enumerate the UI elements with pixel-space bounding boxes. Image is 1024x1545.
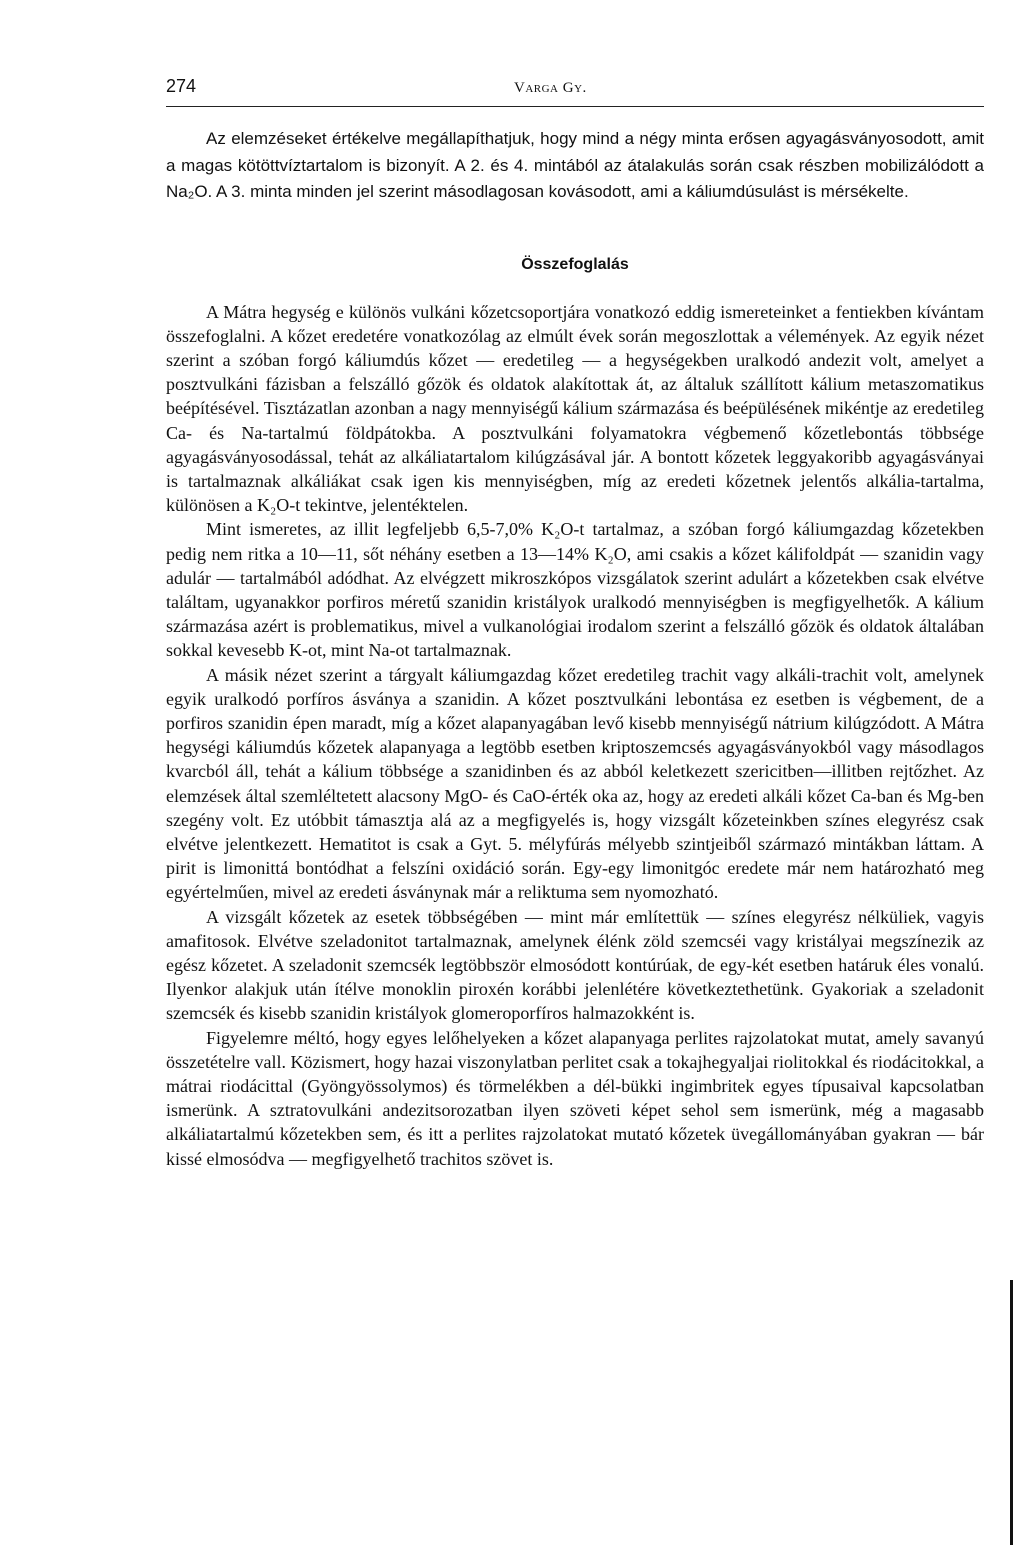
section-title: Összefoglalás — [521, 255, 629, 273]
summary-paragraph-1: A Mátra hegység e különös vulkáni kőzetcsoportjára vonatkozó eddig ismereteinket a fentiekben kívántam összefoglalni. A kőzet eredetére vonatkozólag az elmúlt évek során megoszlottak a vélemények. Az egyik nézet szerint a szóban forgó káliumdús kőzet — eredetileg — a hegységekben uralkodó andezit volt, amelyet a posztvulkáni fázisban a felszálló gőzök és oldatok alakítottak át, az általuk szállított kálium metaszomatikus beépítésével. Tisztázatlan azonban a nagy mennyiségű kálium származása és beépülésének mikéntje az eredetileg Ca- és Na-tartalmú földpátokba. A posztvulkáni folyamatokra végbemenő kőzetlebontás többsége agyagásványosodással, tehát az alkáliatartalom kilúgzásával jár. A bontott kőzetek leggyakoribb agyagásványai is tartalmaznak alkáliákat csak igen kis mennyiségben, míg az eredeti kőzetnek jelentős alkália-tartalma, különösen a K₂O-t tekintve, jelentéktelen. — [166, 301, 984, 516]
scan-edge-line — [1010, 1280, 1013, 1545]
intro-paragraph: Az elemzéseket értékelve megállapíthatjuk, hogy mind a négy minta erősen agyagásványosodott, amit a magas kötöttvíztartalom is bizonyít. A 2. és 4. mintából az átalakulás során csak részben mobilizálódott a Na₂O. A 3. minta minden jel szerint másodlagosan kovásodott, ami a káliumdúsulást is mérsékelte. — [166, 129, 984, 201]
summary-paragraph-4: A vizsgált kőzetek az esetek többségében — mint már említettük — színes elegyrész nélküliek, vagyis amafitosok. Elvétve szeladonitot tartalmaznak, amelynek élénk zöld szemcséi vagy kristályai megszínezik az egész kőzetet. A szeladonit szemcsék legtöbbször elmosódott kontúrúak, de egy-két esetben határuk éles vonalú. Ilyenkor alakjuk után ítélve monoklin piroxén korábbi jelenlétére következtethetünk. Gyakoriak a szeladonit szemcsék és kisebb szanidin kristályok glomeroporfíros halmazokként is. — [166, 906, 984, 1024]
summary-paragraph-2: Mint ismeretes, az illit legfeljebb 6,5-7,0% K₂O-t tartalmaz, a szóban forgó káliumgazdag kőzetekben pedig nem ritka a 10—11, sőt néhány esetben a 13—14% K₂O, ami csakis a kőzet kálifoldpát — szanidin vagy adulár — tartalmából adódhat. Az elvégzett mikroszkópos vizsgálatok szerint adulárt a kőzetekben csak elvétve találtam, ugyanakkor porfiros méretű szanidin kristályok uralkodó mennyiségben is megfigyelhetők. A kálium származása azért is problematikus, mivel a vulkanológiai irodalom szerint a felszálló gőzök és oldatok általában sokkal kevesebb K-ot, mint Na-ot tartalmaznak. — [166, 519, 984, 661]
running-head: Varga Gy. — [514, 80, 587, 96]
page-header — [166, 72, 984, 107]
summary-paragraph-5: Figyelemre méltó, hogy egyes lelőhelyeken a kőzet alapanyaga perlites rajzolatokat mutat, amely savanyú összetételre vall. Közismert, hogy hazai viszonylatban perlitet csak a tokajhegyaljai riolitokkal és riodácitokkal, a mátrai riodácittal (Gyöngyössolymos) és törmelékben a dél-bükki ingimbritek egyes típusaival kapcsolatban ismerünk. A sztratovulkáni andezitsorozatban ilyen szöveti képet sehol sem ismerünk, még a magasabb alkáliatartalmú kőzetekben sem, és itt a perlites rajzolatokat mutató kőzetek üvegállományában gyakran — bár kissé elmosódva — megfigyelhető trachitos szövet is. — [166, 1027, 984, 1169]
page-number: 274 — [166, 76, 197, 96]
page-body — [166, 126, 984, 1171]
summary-paragraph-3: A másik nézet szerint a tárgyalt káliumgazdag kőzet eredetileg trachit vagy alkáli-trachit volt, amelynek egyik uralkodó porfíros ásványa a szanidin. A kőzet posztvulkáni lebontása ez esetben is végbement, de a porfiros szanidin épen maradt, míg a kőzet alapanyagában levő kisebb mennyiségű nátrium kilúgzódott. A Mátra hegységi káliumdús kőzetek alapanyaga a legtöbb esetben kriptoszemcsés agyagásványokból vagy másodlagos kvarcból áll, tehát a kálium többsége a szanidinben és az abból keletkezett szericitben—illitben rejtőzhet. Az elemzések által szemléltetett alacsony MgO- és CaO-érték oka az, hogy az eredeti alkáli kőzet Ca-ban és Mg-ben szegény volt. Ez utóbbit támasztja alá az a megfigyelés is, hogy vizsgált kőzeteinkben színes elegyrész csak elvétve jelentkezett. Hematitot is csak a Gyt. 5. mélyfúrás mélyebb szintjeiből származó mintákban láttam. A pirit is limonittá bontódhat a felszíni oxidáció során. Egy-egy limonitgóc eredete már nem határozható meg egyértelműen, mivel az eredeti ásványnak már a reliktuma sem nyomozható. — [166, 664, 984, 903]
